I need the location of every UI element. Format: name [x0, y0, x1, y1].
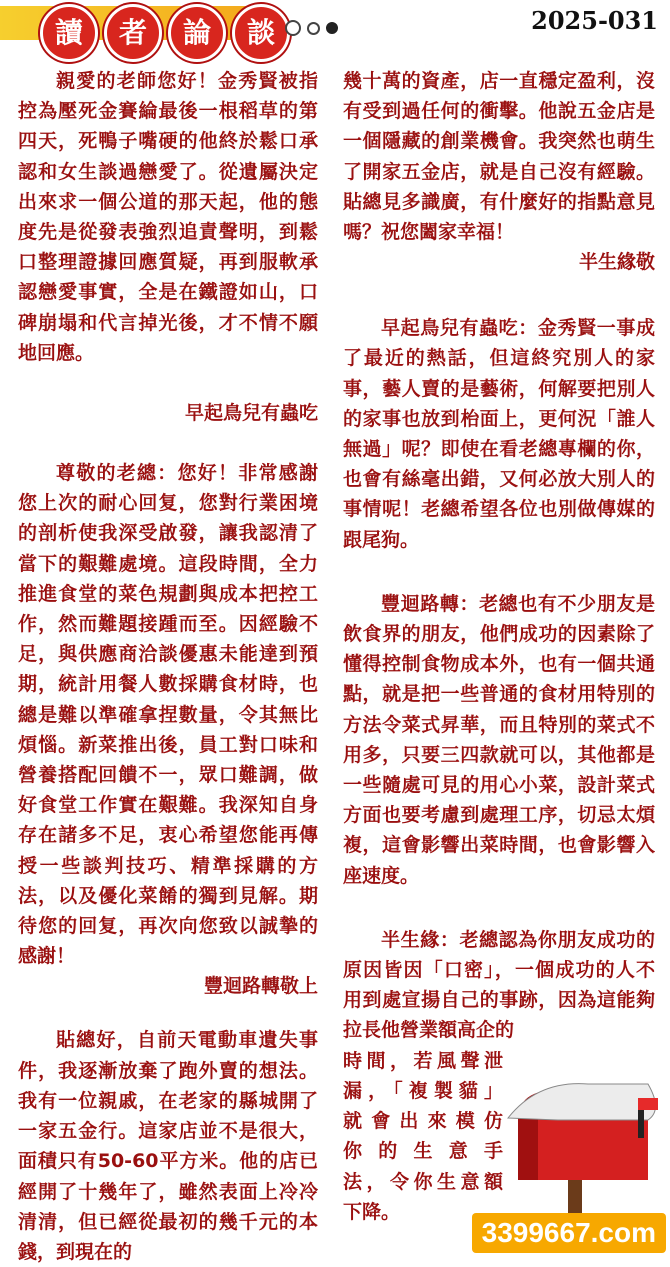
left-column [18, 66, 318, 1267]
title-char: 讀 [40, 4, 98, 62]
letter-signature: 半生緣敬 [578, 251, 655, 274]
title-char: 談 [232, 4, 290, 62]
letter-paragraph: 貼總好，自前天電動車遺失事件，我逐漸放棄了跑外賣的想法。我有一位親戚，在老家的縣城開了一家五金行。這家店並不是很大，面積只有50-60平方米。他的店已經開了十幾年了，雖然表面上冷冷清清，但已經從最初的幾千元的本錢，到現在的 [18, 1029, 318, 1263]
right-column [343, 66, 655, 1227]
circle-icon [285, 20, 301, 36]
title-char: 論 [168, 4, 226, 62]
reply-line: 就會出來模仿 [343, 1110, 503, 1133]
letter-paragraph: 幾十萬的資產，店一直穩定盈利，沒有受到過任何的衝擊。他說五金店是一個隱藏的創業機會。我突然也萌生了開家五金店，就是自己沒有經驗。貼總見多識廣，有什麼好的指點意見嗎？祝您闔家幸福！ [343, 70, 655, 244]
issue-number: 2025-031 [531, 6, 658, 35]
column-title [40, 4, 290, 62]
reply-wrap-lines [343, 1046, 503, 1227]
circle-icon [307, 22, 320, 35]
reply-paragraph: 早起鳥兒有蟲吃：金秀賢一事成了最近的熱話，但這終究別人的家事，藝人賣的是藝術，何解要把別人的家事也放到枱面上，更何況「誰人無過」呢？即使在看老總專欄的你，也會有絲毫出錯，又何必放大別人的事情呢！老總希望各位也別做傳媒的跟尾狗。 [343, 317, 655, 551]
letter-paragraph: 親愛的老師您好！金秀賢被指控為壓死金賽綸最後一根稻草的第四天，死鴨子嘴硬的他終於鬆口承認和女生談過戀愛了。從遺屬決定出來求一個公道的那天起，他的態度先是從發表強烈追責聲明，到鬆口整理證據回應質疑，再到服軟承認戀愛事實，全是在鐵證如山，口碑崩塌和代言掉光後，才不情不願地回應。 [18, 70, 318, 364]
reply-paragraph: 豐迴路轉：老總也有不少朋友是飲食界的朋友，他們成功的因素除了懂得控制食物成本外，也有一個共通點，就是把一些普通的食材用特別的方法令菜式昇華，而且特別的菜式不用多，只要三四款就可以，其他都是一些隨處可見的用心小菜，設計菜式方面也要考慮到處理工序，切忌太煩複，這會影響出菜時間，也會影響入座速度。 [343, 592, 655, 887]
reply-line: 你的生意手 [343, 1140, 503, 1163]
title-char: 者 [104, 4, 162, 62]
letter-paragraph: 尊敬的老總：您好！非常感謝您上次的耐心回复，您對行業困境的剖析使我深受啟發，讓我認清了當下的艱難處境。這段時間，全力推進食堂的菜色規劃與成本把控工作，然而難題接踵而至。因經驗不足，與供應商洽談優惠未能達到預期，統計用餐人數採購食材時，也總是難以準確拿捏數量，令其無比煩惱。新菜推出後，員工對口味和營養搭配回饋不一，眾口難調，做好食堂工作實在艱難。我深知自身存在諸多不足，衷心希望您能再傳授一些談判技巧、精準採購的方法，以及優化菜餚的獨到見解。期待您的回复，再次向您致以誠摯的感謝！ [18, 462, 318, 968]
header [0, 0, 670, 66]
letter-signature: 早起鳥兒有蟲吃 [184, 402, 318, 425]
filled-circle-icon [326, 22, 338, 34]
letter-signature: 豐迴路轉敬上 [203, 975, 318, 998]
site-watermark: 3399667.com [472, 1213, 666, 1253]
reply-line: 時間，若風聲泄 [343, 1049, 503, 1072]
reply-line: 漏，「複製貓」 [343, 1079, 503, 1102]
reply-line: 下降。 [343, 1200, 401, 1223]
reply-paragraph: 半生緣：老總認為你朋友成功的原因皆因「口密」，一個成功的人不用到處宣揚自己的事跡，因為這能夠拉長他營業額高企的 [343, 928, 655, 1042]
reply-line: 法，令你生意額 [343, 1170, 503, 1193]
decorative-dots [285, 20, 338, 36]
